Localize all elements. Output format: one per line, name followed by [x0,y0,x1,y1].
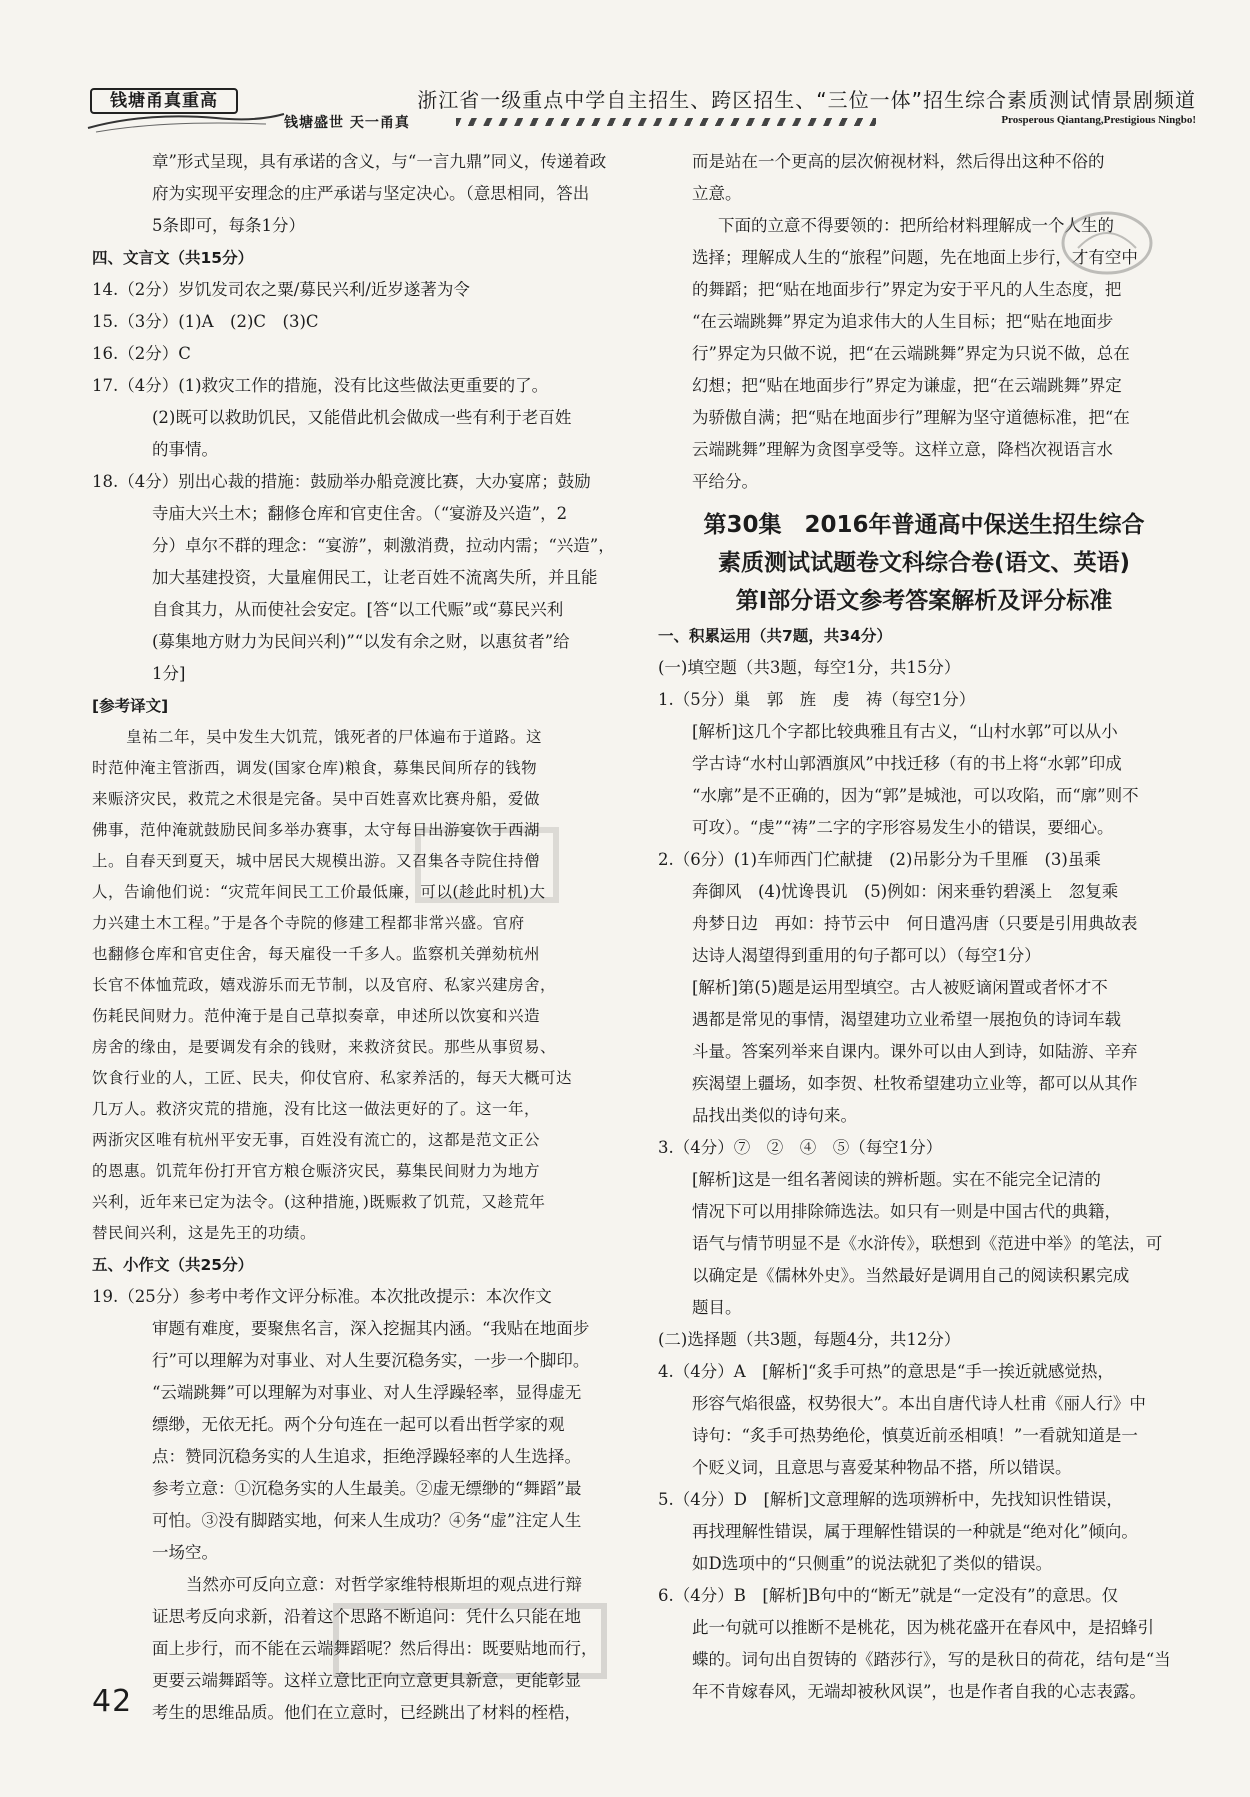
answer-line: 年不肯嫁春风，无端却被秋风误”，也是作者自我的心志表露。 [692,1682,1146,1701]
answer-line: 17.（4分）(1)救灾工作的措施，没有比这些做法更重要的了。 [92,376,549,395]
text-line: “在云端跳舞”界定为追求伟大的人生目标；把“贴在地面步 [692,312,1114,331]
translation-line: 房舍的缘由，是要调发有余的钱财，来救济贫民。那些从事贸易、 [92,1038,557,1056]
text-line: 而是站在一个更高的层次俯视材料，然后得出这种不俗的 [692,152,1105,171]
header-title: 浙江省一级重点中学自主招生、跨区招生、“三位一体”招生综合素质测试情景剧频道 [417,88,1196,112]
answer-line: 审题有难度，要聚焦名言，深入挖掘其内涵。“我贴在地面步 [152,1319,590,1338]
subsection-heading: (二)选择题（共3题，每题4分，共12分） [658,1330,961,1349]
answer-line: 舟梦日边 再如：持节云中 何日遣冯唐（只要是引用典故表 [692,914,1138,933]
translation-line: 力兴建土木工程。”于是各个寺院的修建工程都非常兴盛。官府 [92,914,525,932]
page-number: 42 [92,1684,133,1719]
explanation-line: [解析]第(5)题是运用型填空。古人被贬谪闲置或者怀才不 [692,978,1108,997]
translation-line: 佛事，范仲淹就鼓励民间多举办赛事，太守每日出游宴饮于西湖 [92,821,541,839]
answer-line: 当然亦可反向立意：对哲学家维特根斯坦的观点进行辩 [186,1575,582,1594]
episode-title: 素质测试试题卷文科综合卷(语文、英语) [717,550,1131,576]
answer-line: 加大基建投资，大量雇佣民工，让老百姓不流离失所，并且能 [152,568,598,587]
answer-line: 蝶的。词句出自贺铸的《踏莎行》，写的是秋日的荷花，结句是“当 [692,1650,1171,1669]
page-header [86,84,1196,140]
translation-line: 长官不体恤荒政，嬉戏游乐而无节制，以及官府、私家兴建房舍， [92,976,557,994]
answer-line: 个贬义词，且意思与喜爱某种物品不搭，所以错误。 [692,1458,1072,1477]
answer-line: 缥缈，无依无托。两个分句连在一起可以看出哲学家的观 [152,1415,565,1434]
translation-line: 兴利，近年来已定为法令。(这种措施，)既赈救了饥荒，又趁荒年 [92,1193,546,1211]
answer-line: 1.（5分）巢 郭 旌 虔 祷（每空1分） [658,690,976,709]
translation-line: 也翻修仓库和官吏住舍，每天雇役一千多人。监察机关弹劾杭州 [92,945,541,963]
answer-line: 16.（2分）C [92,344,191,363]
explanation-line: 题目。 [692,1298,742,1317]
brand-logo: 钱塘甬真重高 [90,88,238,114]
episode-title: 第30集 2016年普通高中保送生招生综合 [703,512,1145,538]
answer-line: 4.（4分）A [解析]“炙手可热”的意思是“手一挨近就感觉热， [658,1362,1114,1381]
answer-line: 18.（4分）别出心裁的措施：鼓励举办船竞渡比赛，大办宴席；鼓励 [92,472,591,491]
explanation-line: 斗量。答案列举来自课内。课外可以由人到诗，如陆游、辛弃 [692,1042,1138,1061]
translation-line: 替民间兴利，这是先王的功绩。 [92,1224,317,1242]
translation-line: 时范仲淹主管浙西，调发(国家仓库)粮食，募集民间所存的钱物 [92,759,538,777]
answer-line: 证思考反向求新，沿着这个思路不断追问：凭什么只能在地 [152,1607,581,1626]
answer-line: (2)既可以救助饥民，又能借此机会做成一些有利于老百姓 [152,408,572,427]
answer-line: 寺庙大兴土木；翻修仓库和官吏住舍。（“宴游及兴造”，2 [152,504,568,523]
explanation-line: 情况下可以用排除筛选法。如只有一则是中国古代的典籍， [692,1202,1121,1221]
text-line: 为骄傲自满；把“贴在地面步行”理解为坚守道德标准，把“在 [692,408,1130,427]
answer-line: “云端跳舞”可以理解为对事业、对人生浮躁轻率，显得虚无 [152,1383,582,1402]
answer-line: 14.（2分）岁饥发司农之粟/募民兴利/近岁遂著为令 [92,280,470,299]
explanation-line: 可攻）。“虔”“祷”二字的字形容易发生小的错误，要细心。 [692,818,1114,837]
translation-line: 伤耗民间财力。范仲淹于是自己草拟奏章，申述所以饮宴和兴造 [92,1007,541,1025]
explanation-line: 以确定是《儒林外史》。当然最好是调用自己的阅读积累完成 [692,1266,1130,1285]
section-heading: 五、小作文（共25分） [92,1256,254,1274]
translation-line: 来赈济灾民，救荒之术很是完备。吴中百姓喜欢比赛舟船，爱做 [92,790,541,808]
answer-line: 形容气焰很盛，权势很大”。本出自唐代诗人杜甫《丽人行》中 [692,1394,1146,1413]
answer-line: 5.（4分）D [解析]文意理解的选项辨析中，先找知识性错误， [658,1490,1123,1509]
answer-line: 2.（6分）(1)车师西门伫献捷 (2)吊影分为千里雁 (3)虽乘 [658,850,1101,869]
text-line: 章”形式呈现，具有承诺的含义，与“一言九鼎”同义，传递着政 [152,152,607,171]
answer-line: 分）卓尔不群的理念：“宴游”，刺激消费，拉动内需；“兴造”， [152,536,615,555]
right-column [658,146,1190,1708]
text-line: 平给分。 [692,472,758,491]
answer-line: 再找理解性错误，属于理解性错误的一种就是“绝对化”倾向。 [692,1522,1138,1541]
answer-line: 1分] [152,664,186,683]
section-heading: 四、文言文（共15分） [92,249,254,267]
text-line: 选择；理解成人生的“旅程”问题，先在地面上步行，才有空中 [692,248,1138,267]
answer-line: 行”可以理解为对事业、对人生要沉稳务实，一步一个脚印。 [152,1351,590,1370]
answer-line: 15.（3分）(1)A (2)C (3)C [92,312,319,331]
text-line: 云端跳舞”理解为贪图享受等。这样立意，降档次视语言水 [692,440,1113,459]
translation-line: 的恩惠。饥荒年份打开官方粮仓赈济灾民，募集民间财力为地方 [92,1162,541,1180]
answer-line: 点：赞同沉稳务实的人生追求，拒绝浮躁轻率的人生选择。 [152,1447,581,1466]
text-line: 5条即可，每条1分） [152,216,305,235]
episode-title: 第Ⅰ部分语文参考答案解析及评分标准 [735,588,1113,614]
answer-line: 此一句就可以推断不是桃花，因为桃花盛开在春风中，是招蜂引 [692,1618,1154,1637]
answer-line: 奔御风 (4)忧谗畏讥 (5)例如：闲来垂钓碧溪上 忽复乘 [692,882,1119,901]
text-line: 立意。 [692,184,742,203]
answer-line: 诗句：“炙手可热势绝伦，慎莫近前丞相嗔！”一看就知道是一 [692,1426,1138,1445]
answer-line: 参考立意：①沉稳务实的人生最美。②虚无缥缈的“舞蹈”最 [152,1479,582,1498]
section-heading: 一、积累运用（共7题，共34分） [658,627,892,645]
answer-line: 更要云端舞蹈等。这样立意比正向立意更具新意，更能彰显 [152,1671,581,1690]
explanation-line: 学古诗“水村山郭酒旗风”中找迁移（有的书上将“水郭”印成 [692,754,1122,773]
reference-translation-title: [参考译文] [92,697,169,715]
answer-line: 考生的思维品质。他们在立意时，已经跳出了材料的桎梏， [152,1703,581,1722]
translation-line: 人，告谕他们说：“灾荒年间民工工价最低廉，可以(趁此时机)大 [92,883,546,901]
explanation-line: “水廓”是不正确的，因为“郭”是城池，可以攻陷，而“廓”则不 [692,786,1139,805]
answer-line: 自食其力，从而使社会安定。[答“以工代赈”或“募民兴利 [152,600,564,619]
answer-line: (募集地方财力为民间兴利)”“以发有余之财，以惠贫者”给 [152,632,570,651]
subsection-heading: (一)填空题（共3题，每空1分，共15分） [658,658,961,677]
text-line: 幻想；把“贴在地面步行”界定为谦虚，把“在云端跳舞”界定 [692,376,1122,395]
header-subtitle: Prosperous Qiantang,Prestigious Ningbo! [1001,114,1196,126]
text-line: 下面的立意不得要领的：把所给材料理解成一个人生的 [718,216,1114,235]
translation-line: 上。自春天到夏天，城中居民大规模出游。又召集各寺院住持僧 [92,852,541,870]
text-line: 的舞蹈；把“贴在地面步行”界定为安于平凡的人生态度，把 [692,280,1122,299]
answer-line: 面上步行，而不能在云端舞蹈呢？然后得出：既要贴地而行， [152,1639,598,1658]
answer-line: 3.（4分）⑦ ② ④ ⑤（每空1分） [658,1138,943,1157]
brand-slogan: 钱塘盛世 天一甬真 [284,115,410,131]
stamp-graphic [1058,208,1156,278]
text-line: 府为实现平安理念的庄严承诺与坚定决心。（意思相同，答出 [152,184,590,203]
explanation-line: [解析]这几个字都比较典雅且有古义，“山村水郭”可以从小 [692,722,1118,741]
answer-line: 如D选项中的“只侧重”的说法就犯了类似的错误。 [692,1554,1053,1573]
explanation-line: [解析]这是一组名著阅读的辨析题。实在不能完全记清的 [692,1170,1101,1189]
answer-line: 一场空。 [152,1543,218,1562]
translation-line: 皇祐二年，吴中发生大饥荒，饿死者的尸体遍布于道路。这 [126,728,543,746]
left-column [92,146,620,1729]
explanation-line: 语气与情节明显不是《水浒传》，联想到《范进中举》的笔法，可 [692,1234,1163,1253]
translation-line: 几万人。救济灾荒的措施，没有比这一做法更好的了。这一年， [92,1100,541,1118]
answer-line: 6.（4分）B [解析]B句中的“断无”就是“一定没有”的意思。仅 [658,1586,1119,1605]
answer-line: 达诗人渴望得到重用的句子都可以）（每空1分） [692,946,1041,965]
text-line: 行”界定为只做不说，把“在云端跳舞”界定为只说不做，总在 [692,344,1130,363]
header-dash-rule [456,118,876,126]
explanation-line: 疾渴望上疆场，如李贺、杜牧希望建功立业等，都可以从其作 [692,1074,1138,1093]
explanation-line: 品找出类似的诗句来。 [692,1106,857,1125]
translation-line: 饮食行业的人，工匠、民夫，仰仗官府、私家养活的，每天大概可达 [92,1069,573,1087]
answer-line: 可怕。③没有脚踏实地，何来人生成功？④务“虚”注定人生 [152,1511,582,1530]
translation-line: 两浙灾区唯有杭州平安无事，百姓没有流亡的，这都是范文正公 [92,1131,541,1149]
answer-line: 19.（25分）参考中考作文评分标准。本次批改提示：本次作文 [92,1287,552,1306]
explanation-line: 遇都是常见的事情，渴望建功立业希望一展抱负的诗词车载 [692,1010,1121,1029]
watermark-graphic [412,820,562,910]
answer-line: 的事情。 [152,440,218,459]
watermark-graphic [330,1596,610,1686]
